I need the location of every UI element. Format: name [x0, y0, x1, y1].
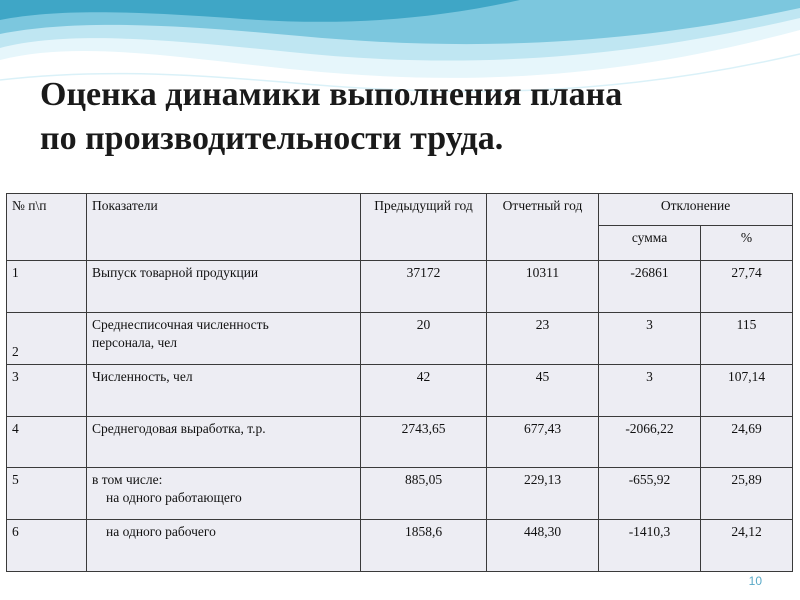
- indicator-text: в том числе:: [92, 472, 163, 487]
- cell-num: 3: [7, 365, 87, 417]
- table-row: [7, 261, 793, 313]
- indicator-text-2: на одного работающего: [106, 490, 242, 505]
- title-line-2: по производительности труда.: [40, 120, 504, 157]
- header-sum: сумма: [599, 226, 701, 261]
- indicator-text: на одного рабочего: [106, 524, 216, 539]
- cell-percent: 24,69: [701, 417, 793, 468]
- header-num: № п\п: [7, 194, 87, 261]
- cell-percent: 25,89: [701, 468, 793, 520]
- header-prev-year: Предыдущий год: [361, 194, 487, 261]
- cell-prev: 885,05: [361, 468, 487, 520]
- header-deviation: Отклонение: [599, 194, 793, 226]
- cell-num: 5: [7, 468, 87, 520]
- cell-sum: -1410,3: [599, 520, 701, 572]
- cell-report: 45: [487, 365, 599, 417]
- cell-indicator: [87, 520, 361, 572]
- cell-report: 229,13: [487, 468, 599, 520]
- cell-sum: 3: [599, 313, 701, 365]
- cell-num: 1: [7, 261, 87, 313]
- slide-title: [40, 73, 780, 161]
- indicator-text: Среднесписочная численность: [92, 317, 269, 332]
- header-indicator: Показатели: [87, 194, 361, 261]
- page-number: 10: [748, 574, 762, 588]
- cell-percent: 24,12: [701, 520, 793, 572]
- indicator-text: Численность, чел: [92, 369, 193, 384]
- cell-prev: 1858,6: [361, 520, 487, 572]
- indicator-text-2: персонала, чел: [92, 335, 178, 350]
- cell-prev: 37172: [361, 261, 487, 313]
- indicator-text: Среднегодовая выработка, т.р.: [92, 421, 266, 436]
- table-row: [7, 520, 793, 572]
- indicator-text: Выпуск товарной продукции: [92, 265, 259, 280]
- cell-num: 2: [7, 313, 87, 365]
- cell-sum: 3: [599, 365, 701, 417]
- cell-percent: 27,74: [701, 261, 793, 313]
- cell-indicator: [87, 468, 361, 520]
- cell-indicator: [87, 417, 361, 468]
- cell-sum: -655,92: [599, 468, 701, 520]
- cell-percent: 107,14: [701, 365, 793, 417]
- cell-prev: 42: [361, 365, 487, 417]
- cell-prev: 20: [361, 313, 487, 365]
- header-report-year: Отчетный год: [487, 194, 599, 261]
- cell-sum: -26861: [599, 261, 701, 313]
- table-row: [7, 313, 793, 365]
- title-line-1: Оценка динамики выполнения плана: [40, 76, 623, 113]
- cell-report: 448,30: [487, 520, 599, 572]
- table-header-row: [7, 194, 793, 226]
- cell-num: 4: [7, 417, 87, 468]
- header-percent: %: [701, 226, 793, 261]
- cell-indicator: [87, 365, 361, 417]
- table-row: [7, 365, 793, 417]
- labor-productivity-table: [6, 193, 793, 572]
- cell-report: 23: [487, 313, 599, 365]
- table-row: [7, 468, 793, 520]
- cell-sum: -2066,22: [599, 417, 701, 468]
- cell-report: 10311: [487, 261, 599, 313]
- table-row: [7, 417, 793, 468]
- cell-percent: 115: [701, 313, 793, 365]
- cell-num: 6: [7, 520, 87, 572]
- cell-indicator: [87, 261, 361, 313]
- cell-prev: 2743,65: [361, 417, 487, 468]
- cell-report: 677,43: [487, 417, 599, 468]
- cell-indicator: [87, 313, 361, 365]
